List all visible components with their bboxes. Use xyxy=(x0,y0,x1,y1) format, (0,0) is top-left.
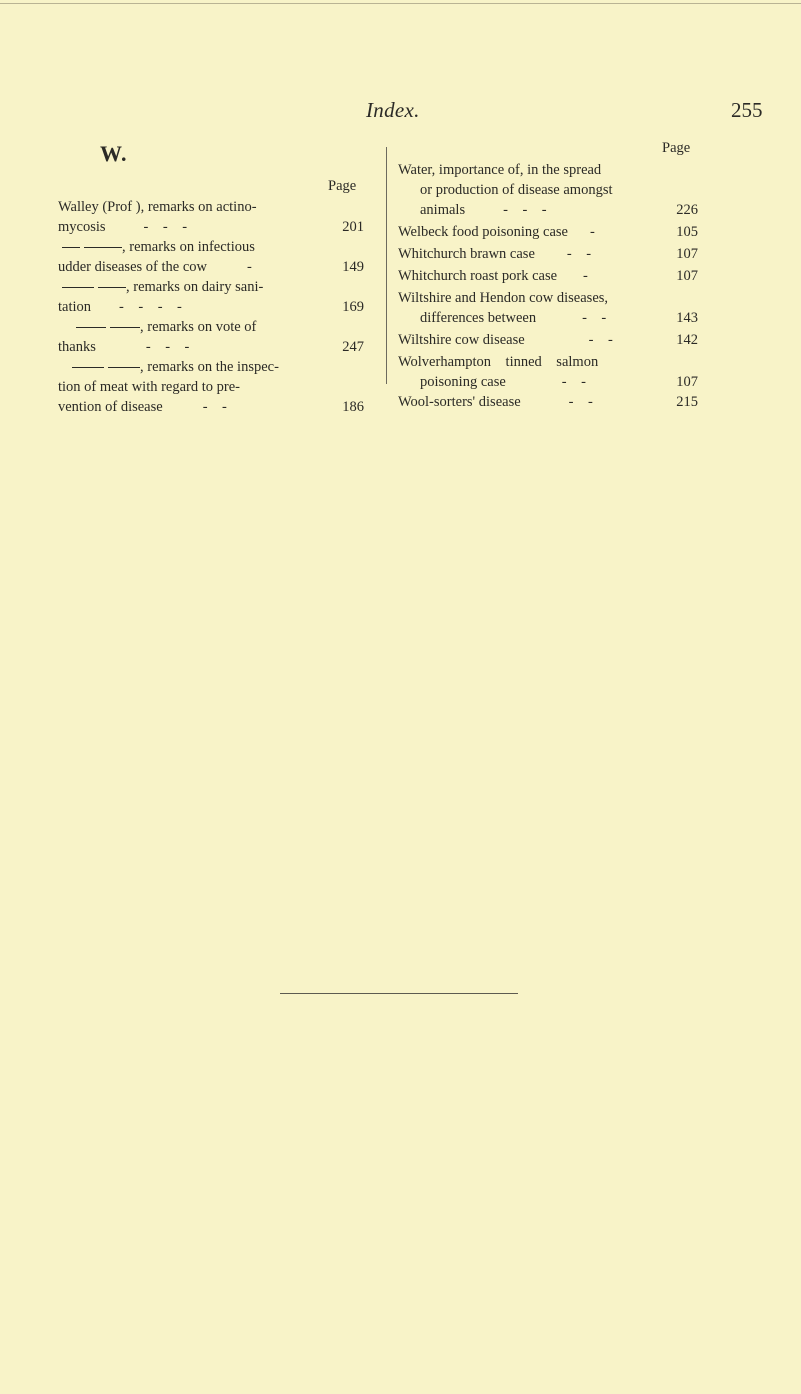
ditto-dash xyxy=(108,367,140,368)
entry-page: 107 xyxy=(676,268,698,284)
entry-text: , remarks on infectious xyxy=(58,237,255,257)
entry-text: or production of disease amongst xyxy=(420,182,613,198)
entry-page: 201 xyxy=(342,219,364,235)
right-page-label: Page xyxy=(662,140,691,156)
entry-page: 226 xyxy=(676,202,698,218)
entry-page: 247 xyxy=(342,339,364,355)
entry-page: 107 xyxy=(676,374,698,390)
entry-text: Whitchurch roast pork case - xyxy=(398,268,588,284)
entry-text: udder diseases of the cow - xyxy=(58,259,252,275)
entry-text: Welbeck food poisoning case - xyxy=(398,224,595,240)
entry-page: 215 xyxy=(676,394,698,410)
entry-text: vention of disease - - xyxy=(58,399,227,415)
entry-text: , remarks on dairy sani- xyxy=(58,277,263,297)
entry-text: Wool-sorters' disease - - xyxy=(398,394,593,410)
ditto-dash xyxy=(84,247,122,248)
entry-page: 105 xyxy=(676,224,698,240)
entry-text: poisoning case - - xyxy=(420,374,586,390)
left-page-label: Page xyxy=(328,178,357,194)
ditto-dash xyxy=(62,247,80,248)
entry-text: Wiltshire cow disease - - xyxy=(398,332,613,348)
entry-page: 149 xyxy=(342,259,364,275)
entry-text: Wolverhampton tinned salmon xyxy=(398,354,599,370)
entry-text: Walley (Prof ), remarks on actino- xyxy=(58,199,257,215)
entry-page: 142 xyxy=(676,332,698,348)
section-letter-heading: W. xyxy=(100,141,128,166)
entry-text: Whitchurch brawn case - - xyxy=(398,246,592,262)
entry-text: Wiltshire and Hendon cow diseases, xyxy=(398,290,609,306)
entry-page: 169 xyxy=(342,299,364,315)
entry-page: 186 xyxy=(342,399,364,415)
entry-text: differences between - - xyxy=(420,310,607,326)
entry-text: , remarks on the inspec- xyxy=(58,357,279,377)
entry-text: mycosis - - - xyxy=(58,219,188,235)
bottom-rule xyxy=(280,993,518,994)
entry-text: thanks - - - xyxy=(58,339,190,355)
entry-page: 107 xyxy=(676,246,698,262)
ditto-dash xyxy=(72,367,104,368)
entry-text: , remarks on vote of xyxy=(58,317,256,337)
entry-text: Water, importance of, in the spread xyxy=(398,162,602,178)
entry-text: tation - - - - xyxy=(58,299,182,315)
ditto-dash xyxy=(62,287,94,288)
ditto-dash xyxy=(98,287,126,288)
entry-text: tion of meat with regard to pre- xyxy=(58,379,240,395)
running-head-title: Index. xyxy=(366,98,420,122)
page-number: 255 xyxy=(731,98,763,122)
ditto-dash xyxy=(76,327,106,328)
entry-page: 143 xyxy=(676,310,698,326)
ditto-dash xyxy=(110,327,140,328)
column-divider xyxy=(386,147,387,384)
top-rule xyxy=(0,3,801,4)
entry-text: animals - - - xyxy=(420,202,547,218)
